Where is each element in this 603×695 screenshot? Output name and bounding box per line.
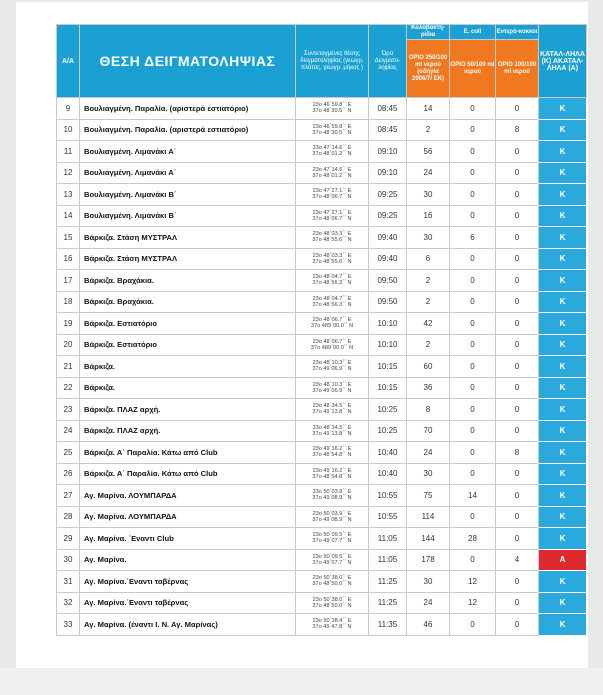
table-row	[57, 270, 587, 292]
ecoli-count: 0	[450, 549, 496, 571]
coliform-count: 16	[407, 205, 450, 227]
coliform-count: 24	[407, 162, 450, 184]
row-number: 13	[57, 184, 80, 206]
header-enterococci: Εντερό-κοκκοι	[496, 25, 539, 40]
page-bottom-margin	[0, 668, 603, 695]
row-number: 32	[57, 592, 80, 614]
sampling-location: Αγ. Μαρίνα. ΄Εναντι Club	[80, 528, 296, 550]
table-row	[57, 356, 587, 378]
status-badge: Κ	[539, 98, 587, 120]
row-number: 15	[57, 227, 80, 249]
table-row	[57, 506, 587, 528]
coordinate-latitude: 37ο 49΄13.8΄΄ Ν	[312, 430, 352, 437]
coordinates	[296, 270, 369, 292]
coordinates	[296, 119, 369, 141]
coordinate-longitude: 23ο 49΄16.2΄΄ Ε	[312, 467, 352, 474]
coordinates	[296, 549, 369, 571]
ecoli-count: 0	[450, 442, 496, 464]
coordinate-latitude: 37ο 48΄01.2΄΄ Ν	[312, 172, 352, 179]
sampling-location: Βάρκιζα. Βραχάκια.	[80, 270, 296, 292]
sampling-location: Βάρκιζα. ΠΛΑΖ αρχή.	[80, 399, 296, 421]
sampling-time: 11:25	[369, 571, 407, 593]
ecoli-count: 0	[450, 399, 496, 421]
ecoli-count: 12	[450, 592, 496, 614]
row-number: 29	[57, 528, 80, 550]
enterococci-count: 0	[496, 291, 539, 313]
coliform-count: 178	[407, 549, 450, 571]
enterococci-count: 0	[496, 98, 539, 120]
enterococci-count: 0	[496, 420, 539, 442]
ecoli-count: 0	[450, 377, 496, 399]
coordinates	[296, 205, 369, 227]
table-row	[57, 141, 587, 163]
table-row	[57, 291, 587, 313]
status-badge: Κ	[539, 442, 587, 464]
status-badge: Κ	[539, 377, 587, 399]
sampling-time: 10:40	[369, 463, 407, 485]
ecoli-count: 0	[450, 248, 496, 270]
coliform-count: 60	[407, 356, 450, 378]
status-badge: Κ	[539, 463, 587, 485]
enterococci-count: 0	[496, 377, 539, 399]
ecoli-count: 0	[450, 141, 496, 163]
coordinate-longitude: 23ο 48΄06.7΄΄ Ε	[312, 338, 352, 345]
table-row	[57, 420, 587, 442]
coordinates	[296, 98, 369, 120]
coliform-count: 75	[407, 485, 450, 507]
row-number: 23	[57, 399, 80, 421]
coliform-count: 42	[407, 313, 450, 335]
sampling-time: 10:10	[369, 313, 407, 335]
coordinate-longitude: 23ο 46΄59.8΄΄ Ε	[312, 123, 352, 130]
ecoli-count: 0	[450, 356, 496, 378]
coordinate-latitude: 37ο 48΄50.0΄΄ Ν	[312, 581, 352, 588]
coordinate-longitude: 23ο 48΄34.5΄΄ Ε	[312, 424, 352, 431]
row-number: 10	[57, 119, 80, 141]
coordinate-longitude: 23ο 48΄10.3΄΄ Ε	[312, 360, 352, 367]
coordinate-latitude: 37ο 48΄54.8΄΄ Ν	[312, 452, 352, 459]
coordinate-latitude: 37ο 489΄00.0΄΄ Ν	[310, 344, 354, 351]
status-badge: Κ	[539, 119, 587, 141]
enterococci-count: 0	[496, 227, 539, 249]
coordinate-longitude: 23ο 47΄27.1΄΄ Ε	[312, 188, 352, 195]
coordinates	[296, 463, 369, 485]
coliform-count: 56	[407, 141, 450, 163]
enterococci-count: 8	[496, 442, 539, 464]
coordinate-latitude: 37ο 48΄01.2΄΄ Ν	[312, 151, 352, 158]
coordinate-latitude: 37ο 49΄07.7΄΄ Ν	[312, 559, 352, 566]
ecoli-count: 0	[450, 205, 496, 227]
row-number: 11	[57, 141, 80, 163]
sampling-time: 10:40	[369, 442, 407, 464]
sampling-location: Αγ. Μαρίνα.΄Εναντι ταβέρνας	[80, 571, 296, 593]
coordinate-longitude: 23ο 48΄03.3΄΄ Ε	[312, 231, 352, 238]
sampling-location: Βάρκιζα.	[80, 377, 296, 399]
row-number: 20	[57, 334, 80, 356]
header-limit-ecoli: ΟΡΙΟ 50/100 ml νερού	[450, 40, 496, 98]
coordinate-latitude: 37ο 49΄47.8΄΄ Ν	[312, 624, 352, 631]
table-row	[57, 227, 587, 249]
coordinate-longitude: 23ο 48΄04.7΄΄ Ε	[312, 274, 352, 281]
coordinates	[296, 313, 369, 335]
row-number: 16	[57, 248, 80, 270]
enterococci-count: 0	[496, 184, 539, 206]
sampling-time: 11:05	[369, 549, 407, 571]
coliform-count: 30	[407, 571, 450, 593]
header-limit-enterococci: ΟΡΙΟ 100/100 ml νερού	[496, 40, 539, 98]
table-row	[57, 592, 587, 614]
sampling-time: 08:45	[369, 98, 407, 120]
coordinates	[296, 571, 369, 593]
row-number: 21	[57, 356, 80, 378]
coliform-count: 70	[407, 420, 450, 442]
enterococci-count: 0	[496, 270, 539, 292]
sampling-time: 10:55	[369, 485, 407, 507]
row-number: 31	[57, 571, 80, 593]
coordinate-longitude: 23ο 50΄38.0΄΄ Ε	[312, 596, 352, 603]
coordinates	[296, 614, 369, 636]
table-row	[57, 184, 587, 206]
coordinate-longitude: 23ο 48΄04.7΄΄ Ε	[312, 295, 352, 302]
sampling-time: 09:50	[369, 270, 407, 292]
ecoli-count: 0	[450, 313, 496, 335]
coordinates	[296, 162, 369, 184]
sampling-location: Αγ. Μαρίνα.	[80, 549, 296, 571]
status-badge: Κ	[539, 528, 587, 550]
coliform-count: 36	[407, 377, 450, 399]
row-number: 33	[57, 614, 80, 636]
enterococci-count: 0	[496, 141, 539, 163]
enterococci-count: 0	[496, 334, 539, 356]
results-table-wrapper	[56, 24, 586, 636]
coordinates	[296, 141, 369, 163]
sampling-time: 10:15	[369, 377, 407, 399]
coordinate-latitude: 37ο 48΄30.5΄΄ Ν	[312, 129, 352, 136]
coordinate-latitude: 37ο 49΄08.9΄΄ Ν	[312, 516, 352, 523]
row-number: 22	[57, 377, 80, 399]
coordinate-longitude: 23ο 48΄10.3΄΄ Ε	[312, 381, 352, 388]
ecoli-count: 0	[450, 420, 496, 442]
enterococci-count: 0	[496, 248, 539, 270]
status-badge: Κ	[539, 399, 587, 421]
coliform-count: 2	[407, 119, 450, 141]
status-badge: Κ	[539, 205, 587, 227]
coliform-count: 2	[407, 291, 450, 313]
document-page	[16, 2, 588, 668]
ecoli-count: 0	[450, 506, 496, 528]
sampling-time: 08:45	[369, 119, 407, 141]
header-coliform: Κολοβακτη-ρίδια	[407, 25, 450, 40]
sampling-location: Αγ. Μαρίνα.΄Εναντι ταβέρνας	[80, 592, 296, 614]
header-coords: Συντεταγμένες θέσης δειγματοληψίας (γεωγρ. πλάτος, γεωγρ. μήκος )	[296, 25, 369, 98]
sampling-location: Βάρκιζα. Στάση ΜΥΣΤΡΑΛ	[80, 248, 296, 270]
status-badge: Κ	[539, 313, 587, 335]
sampling-location: Βάρκιζα. Α΄ Παραλία. Κάτω από Club	[80, 442, 296, 464]
table-row	[57, 313, 587, 335]
coliform-count: 6	[407, 248, 450, 270]
status-badge: Κ	[539, 506, 587, 528]
enterococci-count: 0	[496, 463, 539, 485]
header-status: ΚΑΤΑΛ-ΛΗΛΑ (Κ) ΑΚΑΤΑΛ-ΛΗΛΑ (Α)	[539, 25, 587, 98]
status-badge: Κ	[539, 420, 587, 442]
coordinate-longitude: 23ο 48΄03.3΄΄ Ε	[312, 252, 352, 259]
sampling-time: 11:35	[369, 614, 407, 636]
status-badge: Κ	[539, 227, 587, 249]
table-row	[57, 399, 587, 421]
sampling-time: 09:25	[369, 205, 407, 227]
status-badge: Κ	[539, 162, 587, 184]
sampling-location: Βάρκιζα. ΠΛΑΖ αρχή.	[80, 420, 296, 442]
status-badge: Κ	[539, 571, 587, 593]
enterococci-count: 0	[496, 528, 539, 550]
sampling-time: 10:10	[369, 334, 407, 356]
coliform-count: 14	[407, 98, 450, 120]
sampling-time: 10:25	[369, 399, 407, 421]
coliform-count: 24	[407, 442, 450, 464]
sampling-time: 09:10	[369, 141, 407, 163]
table-row	[57, 162, 587, 184]
sampling-location: Βουλιαγμένη. Λιμανάκι Α΄	[80, 162, 296, 184]
coordinates	[296, 399, 369, 421]
sampling-time: 10:55	[369, 506, 407, 528]
coordinate-latitude: 37ο 48΄55.6΄΄ Ν	[312, 237, 352, 244]
coordinates	[296, 485, 369, 507]
row-number: 18	[57, 291, 80, 313]
coordinate-longitude: 23ο 50΄03.9΄΄ Ε	[312, 510, 352, 517]
coordinates	[296, 334, 369, 356]
coordinate-longitude: 23ο 50΄38.0΄΄ Ε	[312, 575, 352, 582]
coliform-count: 24	[407, 592, 450, 614]
sampling-time: 09:40	[369, 227, 407, 249]
coordinate-latitude: 37ο 48΄06.7΄΄ Ν	[312, 194, 352, 201]
coordinate-longitude: 23ο 46΄59.8΄΄ Ε	[312, 102, 352, 109]
header-time: Ώρα Δειγματο-ληψίας	[369, 25, 407, 98]
coordinates	[296, 377, 369, 399]
ecoli-count: 0	[450, 334, 496, 356]
coordinate-latitude: 37ο 48΄06.7΄΄ Ν	[312, 215, 352, 222]
sampling-location: Βάρκιζα. Εστιατόριο	[80, 313, 296, 335]
coordinate-latitude: 37ο 48΄54.8΄΄ Ν	[312, 473, 352, 480]
enterococci-count: 0	[496, 571, 539, 593]
table-row	[57, 571, 587, 593]
enterococci-count: 0	[496, 506, 539, 528]
coordinates	[296, 227, 369, 249]
sampling-location: Βάρκιζα. Α΄ Παραλία. Κάτω από Club	[80, 463, 296, 485]
enterococci-count: 0	[496, 205, 539, 227]
enterococci-count: 0	[496, 162, 539, 184]
row-number: 19	[57, 313, 80, 335]
sampling-location: Βουλιαγμένη. Λιμανάκι Β΄	[80, 184, 296, 206]
sampling-time: 10:25	[369, 420, 407, 442]
table-row	[57, 549, 587, 571]
status-badge: Κ	[539, 248, 587, 270]
coordinates	[296, 528, 369, 550]
ecoli-count: 28	[450, 528, 496, 550]
enterococci-count: 0	[496, 485, 539, 507]
header-limit-coliform: ΟΡΙΟ 250/100 ml νερού (οδηγία 2006/7/ ΕΚ)	[407, 40, 450, 98]
coordinate-latitude: 37ο 49΄13.8΄΄ Ν	[312, 409, 352, 416]
status-badge: Κ	[539, 485, 587, 507]
coordinate-latitude: 37ο 48΄56.3΄΄ Ν	[312, 280, 352, 287]
status-badge: Κ	[539, 334, 587, 356]
table-row	[57, 119, 587, 141]
coordinate-longitude: 23ο 50΄03.9΄΄ Ε	[312, 489, 352, 496]
ecoli-count: 0	[450, 270, 496, 292]
row-number: 26	[57, 463, 80, 485]
row-number: 27	[57, 485, 80, 507]
table-row	[57, 98, 587, 120]
coordinate-longitude: 23ο 50΄09.5΄΄ Ε	[312, 553, 352, 560]
enterococci-count: 4	[496, 549, 539, 571]
table-row	[57, 485, 587, 507]
coordinate-latitude: 37ο 49΄07.7΄΄ Ν	[312, 538, 352, 545]
ecoli-count: 0	[450, 119, 496, 141]
enterococci-count: 0	[496, 592, 539, 614]
row-number: 30	[57, 549, 80, 571]
status-badge: Κ	[539, 592, 587, 614]
coordinate-longitude: 23ο 48΄34.5΄΄ Ε	[312, 403, 352, 410]
sampling-time: 09:10	[369, 162, 407, 184]
row-number: 12	[57, 162, 80, 184]
sampling-location: Αγ. Μαρίνα. (έναντι Ι. Ν. Αγ. Μαρίνας)	[80, 614, 296, 636]
header-aa: Α/Α	[57, 25, 80, 98]
status-badge: Κ	[539, 291, 587, 313]
results-table	[56, 24, 587, 636]
ecoli-count: 0	[450, 162, 496, 184]
status-badge: Κ	[539, 270, 587, 292]
coliform-count: 144	[407, 528, 450, 550]
coordinate-longitude: 23ο 48΄06.7΄΄ Ε	[312, 317, 352, 324]
sampling-location: Βουλιαγμένη. Λιμανάκι Α΄	[80, 141, 296, 163]
sampling-location: Αγ. Μαρίνα. ΛΟΥΜΠΑΡΔΑ	[80, 485, 296, 507]
coordinate-latitude: 37ο 49΄06.9΄΄ Ν	[312, 366, 352, 373]
ecoli-count: 6	[450, 227, 496, 249]
table-row	[57, 442, 587, 464]
sampling-location: Βάρκιζα. Στάση ΜΥΣΤΡΑΛ	[80, 227, 296, 249]
ecoli-count: 0	[450, 614, 496, 636]
coliform-count: 30	[407, 463, 450, 485]
sampling-time: 09:40	[369, 248, 407, 270]
coordinates	[296, 184, 369, 206]
sampling-time: 09:50	[369, 291, 407, 313]
coliform-count: 30	[407, 184, 450, 206]
enterococci-count: 8	[496, 119, 539, 141]
row-number: 24	[57, 420, 80, 442]
row-number: 17	[57, 270, 80, 292]
ecoli-count: 0	[450, 463, 496, 485]
coordinate-longitude: 23ο 47΄14.6΄΄ Ε	[312, 145, 352, 152]
sampling-location: Αγ. Μαρίνα. ΛΟΥΜΠΑΡΔΑ	[80, 506, 296, 528]
table-row	[57, 528, 587, 550]
enterococci-count: 0	[496, 399, 539, 421]
sampling-time: 10:15	[369, 356, 407, 378]
row-number: 25	[57, 442, 80, 464]
table-row	[57, 463, 587, 485]
coordinates	[296, 356, 369, 378]
enterococci-count: 0	[496, 614, 539, 636]
enterococci-count: 0	[496, 356, 539, 378]
sampling-time: 09:25	[369, 184, 407, 206]
status-badge: Κ	[539, 356, 587, 378]
sampling-location: Βουλιαγμένη. Παραλία. (αριστερά εστιατόριο)	[80, 98, 296, 120]
sampling-location: Βάρκιζα. Εστιατόριο	[80, 334, 296, 356]
coordinate-latitude: 37ο 49΄08.9΄΄ Ν	[312, 495, 352, 502]
coliform-count: 8	[407, 399, 450, 421]
row-number: 28	[57, 506, 80, 528]
table-row	[57, 614, 587, 636]
header-place: ΘΕΣΗ ΔΕΙΓΜΑΤΟΛΗΨΙΑΣ	[80, 25, 296, 98]
ecoli-count: 0	[450, 98, 496, 120]
coordinates	[296, 291, 369, 313]
sampling-location: Βουλιαγμένη. Παραλία. (αριστερά εστιατόριο)	[80, 119, 296, 141]
coordinates	[296, 506, 369, 528]
coordinate-latitude: 37ο 48΄55.6΄΄ Ν	[312, 258, 352, 265]
table-row	[57, 205, 587, 227]
coordinate-longitude: 23ο 50΄38.4΄΄ Ε	[312, 618, 352, 625]
coordinate-latitude: 37ο 49΄06.9΄΄ Ν	[312, 387, 352, 394]
ecoli-count: 14	[450, 485, 496, 507]
coliform-count: 2	[407, 270, 450, 292]
coordinate-longitude: 23ο 49΄16.2΄΄ Ε	[312, 446, 352, 453]
row-number: 9	[57, 98, 80, 120]
table-row	[57, 377, 587, 399]
ecoli-count: 0	[450, 184, 496, 206]
coordinate-latitude: 37ο 48΄56.3΄΄ Ν	[312, 301, 352, 308]
coliform-count: 114	[407, 506, 450, 528]
ecoli-count: 0	[450, 291, 496, 313]
row-number: 14	[57, 205, 80, 227]
table-row	[57, 248, 587, 270]
coliform-count: 46	[407, 614, 450, 636]
coordinates	[296, 442, 369, 464]
status-badge: Α	[539, 549, 587, 571]
status-badge: Κ	[539, 614, 587, 636]
coordinates	[296, 248, 369, 270]
sampling-location: Βάρκιζα.	[80, 356, 296, 378]
header-ecoli: E. coli	[450, 25, 496, 40]
coordinate-latitude: 37ο 48΄50.0΄΄ Ν	[312, 602, 352, 609]
table-row	[57, 334, 587, 356]
coordinate-longitude: 23ο 47΄27.1΄΄ Ε	[312, 209, 352, 216]
ecoli-count: 12	[450, 571, 496, 593]
coordinate-latitude: 37ο 48΄30.5΄΄ Ν	[312, 108, 352, 115]
sampling-location: Βουλιαγμένη. Λιμανάκι Β΄	[80, 205, 296, 227]
coordinates	[296, 420, 369, 442]
coordinate-longitude: 23ο 50΄09.5΄΄ Ε	[312, 532, 352, 539]
enterococci-count: 0	[496, 313, 539, 335]
coordinates	[296, 592, 369, 614]
sampling-time: 11:05	[369, 528, 407, 550]
results-table-body	[57, 98, 587, 636]
coliform-count: 2	[407, 334, 450, 356]
coliform-count: 30	[407, 227, 450, 249]
status-badge: Κ	[539, 184, 587, 206]
sampling-location: Βάρκιζα. Βραχάκια.	[80, 291, 296, 313]
sampling-time: 11:25	[369, 592, 407, 614]
status-badge: Κ	[539, 141, 587, 163]
coordinate-longitude: 23ο 47΄14.6΄΄ Ε	[312, 166, 352, 173]
coordinate-latitude: 37ο 489΄00.0΄΄ Ν	[310, 323, 354, 330]
